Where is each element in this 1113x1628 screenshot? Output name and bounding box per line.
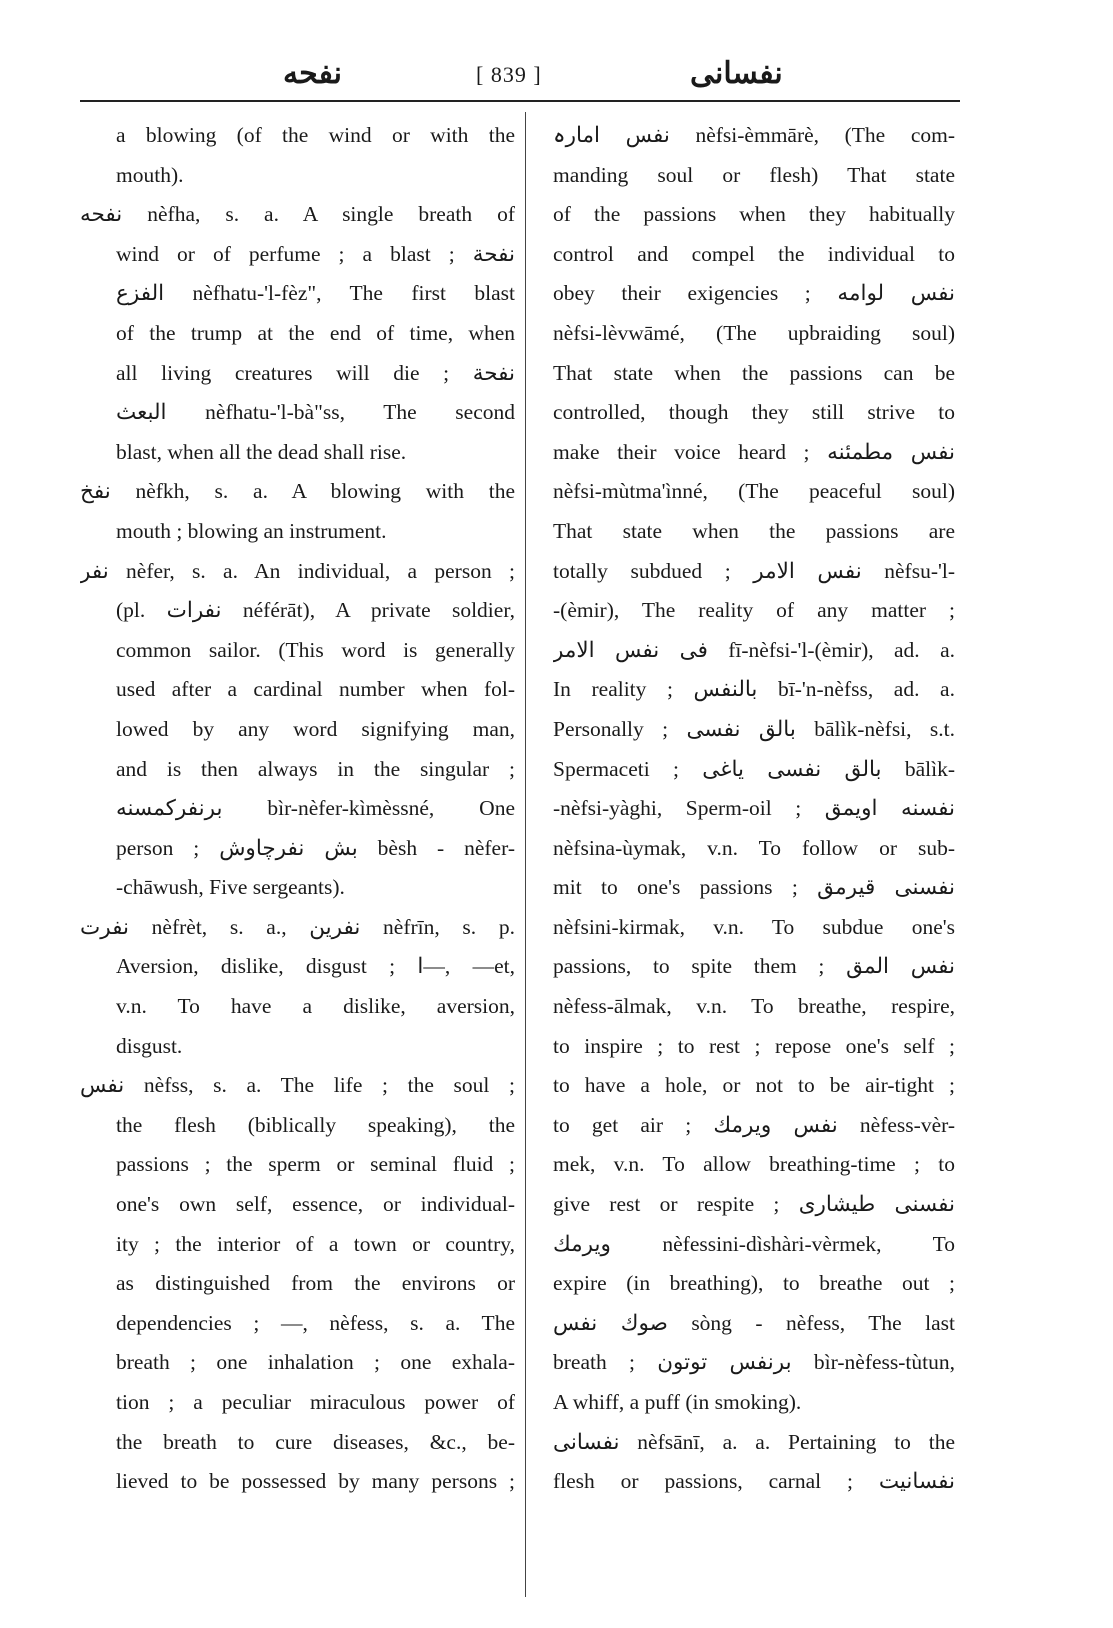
text-line: فی نفس الامر fī-nèfsi-'l-(èmir), ad. a. (553, 637, 955, 662)
text-line: -(èmir), The reality of any matter ; (553, 598, 955, 623)
text-line: نفرت nèfrèt, s. a., نفرين nèfrīn, s. p. (80, 914, 515, 939)
running-head-right: نفسانی (690, 57, 783, 90)
text-line: In reality ; بالنفس bī-'n-nèfss, ad. a. (553, 677, 955, 702)
text-line: nèfess-ālmak, v.n. To breathe, respire, (553, 994, 955, 1019)
text-line: and is then always in the singular ; (116, 756, 515, 781)
text-line: to get air ; نفس ويرمك nèfess-vèr- (553, 1112, 955, 1137)
text-line: That state when the passions are (553, 518, 955, 543)
right-column (553, 116, 955, 1502)
text-line: of the passions when they habitually (553, 202, 955, 227)
text-line: tion ; a peculiar miraculous power of (116, 1390, 515, 1414)
text-line: manding soul or flesh) That state (553, 162, 955, 187)
text-line: صوك نفس sòng - nèfess, The last (553, 1310, 955, 1335)
text-line: make their voice heard ; نفس مطمئنه (553, 439, 955, 464)
text-line: one's own self, essence, or individual- (116, 1192, 515, 1217)
text-line: the flesh (biblically speaking), the (116, 1112, 515, 1137)
left-column (80, 116, 515, 1502)
text-line: person ; بش نفرچاوش bèsh - nèfer- (116, 835, 515, 860)
header-rule (80, 100, 960, 102)
text-line: totally subdued ; نفس الامر nèfsu-'l- (553, 558, 955, 583)
text-line: of the trump at the end of time, when (116, 320, 515, 345)
text-line: Personally ; بالق نفسی bālìk-nèfsi, s.t. (553, 716, 955, 741)
text-line: برنفركمسنه bìr-nèfer-kìmèssné, One (116, 796, 515, 821)
text-line: ويرمك nèfessini-dìshàri-vèrmek, To (553, 1231, 955, 1256)
text-line: a blowing (of the wind or with the (116, 123, 515, 147)
text-line: passions, to spite them ; نفس المق (553, 954, 955, 979)
text-line: lowed by any word signifying man, (116, 716, 515, 741)
text-line: mouth). (116, 162, 184, 187)
text-line: common sailor. (This word is generally (116, 637, 515, 662)
text-line: nèfsina-ùymak, v.n. To follow or sub- (553, 835, 955, 860)
text-line: breath ; one inhalation ; one exhala- (116, 1350, 515, 1375)
text-line: نفخ nèfkh, s. a. A blowing with the (80, 479, 515, 504)
text-line: نفحه nèfha, s. a. A single breath of (80, 202, 515, 227)
text-line: A whiff, a puff (in smoking). (553, 1390, 802, 1414)
text-line: expire (in breathing), to breathe out ; (553, 1271, 955, 1296)
text-line: as distinguished from the environs or (116, 1271, 515, 1296)
text-line: نفس امارہ nèfsi-èmmārè, (The com- (553, 123, 955, 147)
text-line: ity ; the interior of a town or country, (116, 1231, 515, 1256)
text-line: That state when the passions can be (553, 360, 955, 385)
text-line: نفس nèfss, s. a. The life ; the soul ; (80, 1073, 515, 1098)
running-head-left: نفحه (283, 57, 342, 90)
text-line: disgust. (116, 1033, 183, 1058)
text-line: lieved to be possessed by many persons ; (116, 1469, 515, 1494)
text-line: Aversion, dislike, disgust ; ا—, —et, (116, 954, 515, 979)
text-line: breath ; برنفس توتون bìr-nèfess-tùtun, (553, 1350, 955, 1375)
text-line: نفسانی nèfsānī, a. a. Pertaining to the (553, 1429, 955, 1454)
text-line: -nèfsi-yàghi, Sperm-oil ; نفسنه اویمق (553, 796, 955, 821)
text-line: (pl. نفرات néférāt), A private soldier, (116, 598, 515, 623)
text-line: nèfsi-mùtma'ìnné, (The peaceful soul) (553, 479, 955, 504)
text-line: the breath to cure diseases, &c., be- (116, 1429, 515, 1454)
page-number: [ 839 ] (476, 62, 542, 87)
text-line: passions ; the sperm or seminal fluid ; (116, 1152, 515, 1177)
text-line: to inspire ; to rest ; repose one's self ; (553, 1033, 955, 1058)
text-line: to have a hole, or not to be air-tight ; (553, 1073, 955, 1098)
text-line: used after a cardinal number when fol- (116, 677, 515, 702)
text-line: mit to one's passions ; نفسنی قیرمق (553, 875, 955, 900)
text-line: mouth ; blowing an instrument. (116, 518, 387, 543)
text-line: البعث nèfhatu-'l-bà"ss, The second (116, 400, 515, 425)
text-line: nèfsi-lèvwāmé, (The upbraiding soul) (553, 320, 955, 345)
text-line: all living creatures will die ; نفحة (116, 360, 515, 385)
text-line: give rest or respite ; نفسنی طیشاری (553, 1192, 955, 1217)
text-line: الفزع nèfhatu-'l-fèz", The first blast (116, 281, 515, 306)
column-divider (525, 112, 526, 1597)
text-line: obey their exigencies ; نفس لوامه (553, 281, 955, 306)
text-line: blast, when all the dead shall rise. (116, 439, 407, 464)
text-line: -chāwush, Five sergeants). (116, 875, 345, 900)
text-line: نفر nèfer, s. a. An individual, a person ; (80, 558, 515, 583)
text-line: Spermaceti ; بالق نفسی یاغی bālìk- (553, 756, 955, 781)
text-line: control and compel the individual to (553, 241, 955, 266)
text-line: wind or of perfume ; a blast ; نفحة (116, 241, 515, 266)
text-line: mek, v.n. To allow breathing-time ; to (553, 1152, 955, 1177)
text-line: controlled, though they still strive to (553, 400, 955, 425)
text-line: v.n. To have a dislike, aversion, (116, 994, 515, 1019)
text-line: flesh or passions, carnal ; نفسانیت (553, 1469, 955, 1494)
text-line: nèfsini-kirmak, v.n. To subdue one's (553, 914, 955, 939)
text-line: dependencies ; —, nèfess, s. a. The (116, 1310, 515, 1335)
